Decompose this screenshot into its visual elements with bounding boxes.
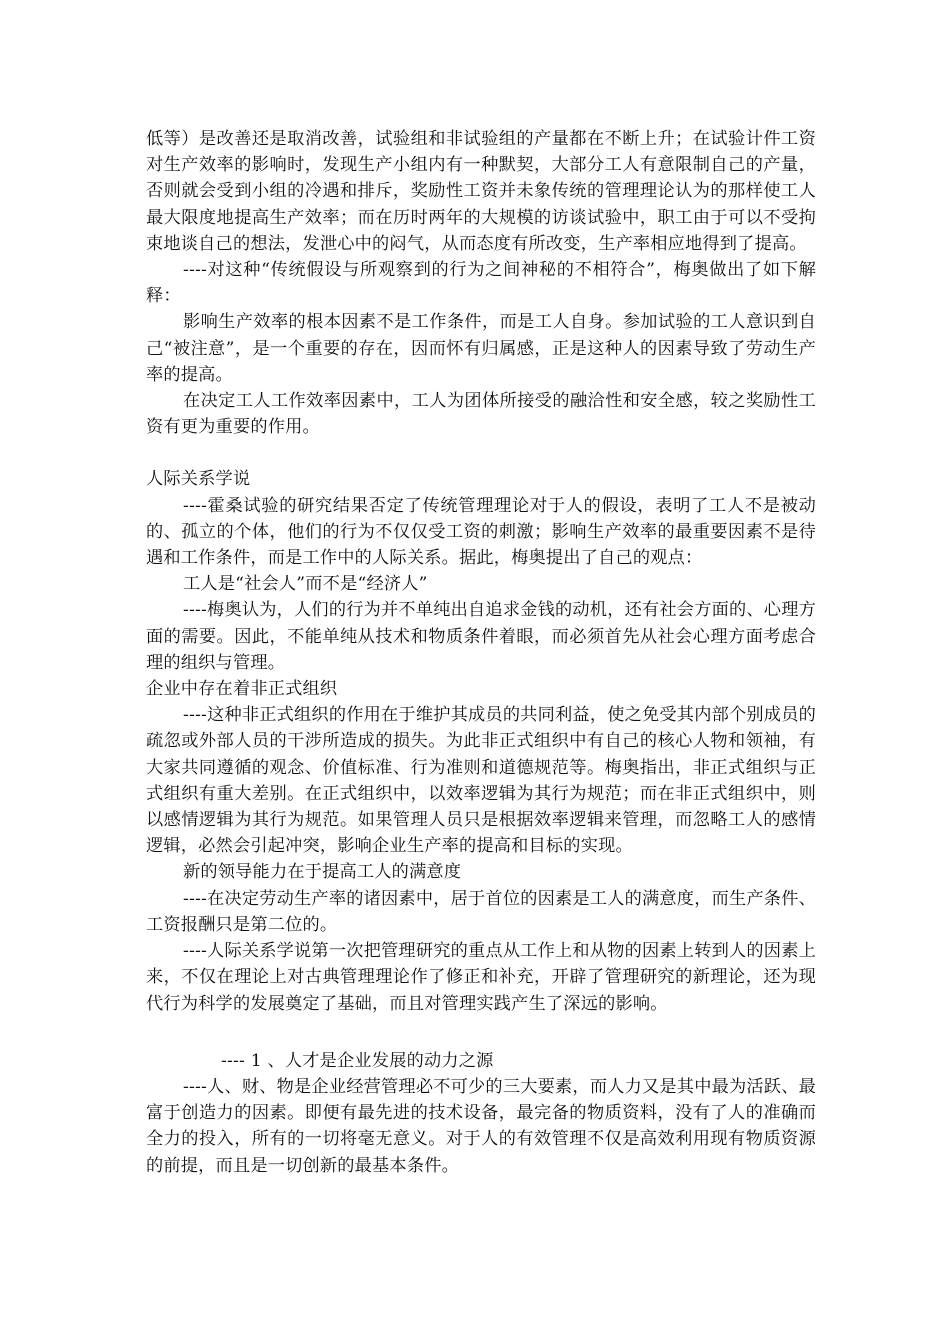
section-heading-talent: ---- 1 、人才是企业发展的动力之源 bbox=[221, 1050, 494, 1071]
paragraph-informal-organization: ----这种非正式组织的作用在于维护其成员的共同利益，使之免受其内部个别成员的疏忽或外部人员的干涉所造成的损失。为此非正式组织中有自己的核心人物和领袖，有大家共同遵循的观念、价值标准、行为准则和道德规范等。梅奥指出，非正式组织与正式组织有重大差别。在正式组织中，以效率逻辑为其行为规范；而在非正式组织中，则以感情逻辑为其行为规范。如果管理人员只是根据效率逻辑来管理，而忽略工人的感情逻辑，必然会引起冲突，影响企业生产率的提高和目标的实现。 bbox=[146, 705, 816, 857]
paragraph-root-factor: 影响生产效率的根本因素不是工作条件，而是工人自身。参加试验的工人意识到自己“被注意”，是一个重要的存在，因而怀有归属感，正是这种人的因素导致了劳动生产率的提高。 bbox=[146, 312, 816, 385]
paragraph-significance: ----人际关系学说第一次把管理研究的重点从工作上和从物的因素上转到人的因素上来，不仅在理论上对古典管理理论作了修正和补充，开辟了管理研究的新理论，还为现代行为科学的发展奠定了基础，而且对管理实践产生了深远的影响。 bbox=[146, 941, 816, 1014]
paragraph-test-results: 低等）是改善还是取消改善，试验组和非试验组的产量都在不断上升；在试验计件工资对生产效率的影响时，发现生产小组内有一种默契，大部分工人有意限制自己的产量，否则就会受到小组的冷遇和排斥，奖励性工资并未象传统的管理理论认为的那样使工人最大限度地提高生产效率；而在历时两年的大规模的访谈试验中，职工由于可以不受拘束地谈自己的想法，发泄心中的闷气，从而态度有所改变，生产率相应地得到了提高。 bbox=[146, 129, 816, 254]
paragraph-hawthorne-conclusion: ----霍桑试验的研究结果否定了传统管理理论对于人的假设，表明了工人不是被动的、孤立的个体，他们的行为不仅仅受工资的刺激；影响生产效率的最重要因素不是待遇和工作条件，而是工作中的人际关系。据此，梅奥提出了自己的观点： bbox=[146, 495, 816, 569]
blank-line bbox=[146, 440, 816, 466]
paragraph-satisfaction: ----在决定劳动生产率的诸因素中，居于首位的因素是工人的满意度，而生产条件、工资报酬只是第二位的。 bbox=[146, 888, 816, 935]
document-page bbox=[146, 126, 816, 1179]
section-heading-human-relations: 人际关系学说 bbox=[146, 469, 251, 490]
paragraph-leadership: 新的领导能力在于提高工人的满意度 bbox=[183, 862, 462, 883]
section-heading-informal-organization: 企业中存在着非正式组织 bbox=[146, 679, 338, 700]
paragraph-social-man: 工人是“社会人”而不是“经济人” bbox=[183, 574, 428, 595]
paragraph-three-elements: ----人、财、物是企业经营管理必不可少的三大要素，而人力又是其中最为活跃、最富于创造力的因素。即便有最先进的技术设备，最完备的物质资料，没有了人的准确而全力的投入，所有的一切将毫无意义。对于人的有效管理不仅是高效利用现有物质资源的前提，而且是一切创新的最基本条件。 bbox=[146, 1076, 816, 1176]
paragraph-group-acceptance: 在决定工人工作效率因素中，工人为团体所接受的融洽性和安全感，较之奖励性工资有更为重要的作用。 bbox=[146, 391, 816, 438]
paragraph-mayo-view: ----梅奥认为，人们的行为并不单纯出自追求金钱的动机，还有社会方面的、心理方面的需要。因此，不能单纯从技术和物质条件着眼，而必须首先从社会心理方面考虑合理的组织与管理。 bbox=[146, 600, 816, 673]
blank-line bbox=[146, 1017, 816, 1048]
paragraph-mayo-explanation-intro: ----对这种“传统假设与所观察到的行为之间神秘的不相符合”，梅奥做出了如下解释： bbox=[146, 260, 816, 307]
